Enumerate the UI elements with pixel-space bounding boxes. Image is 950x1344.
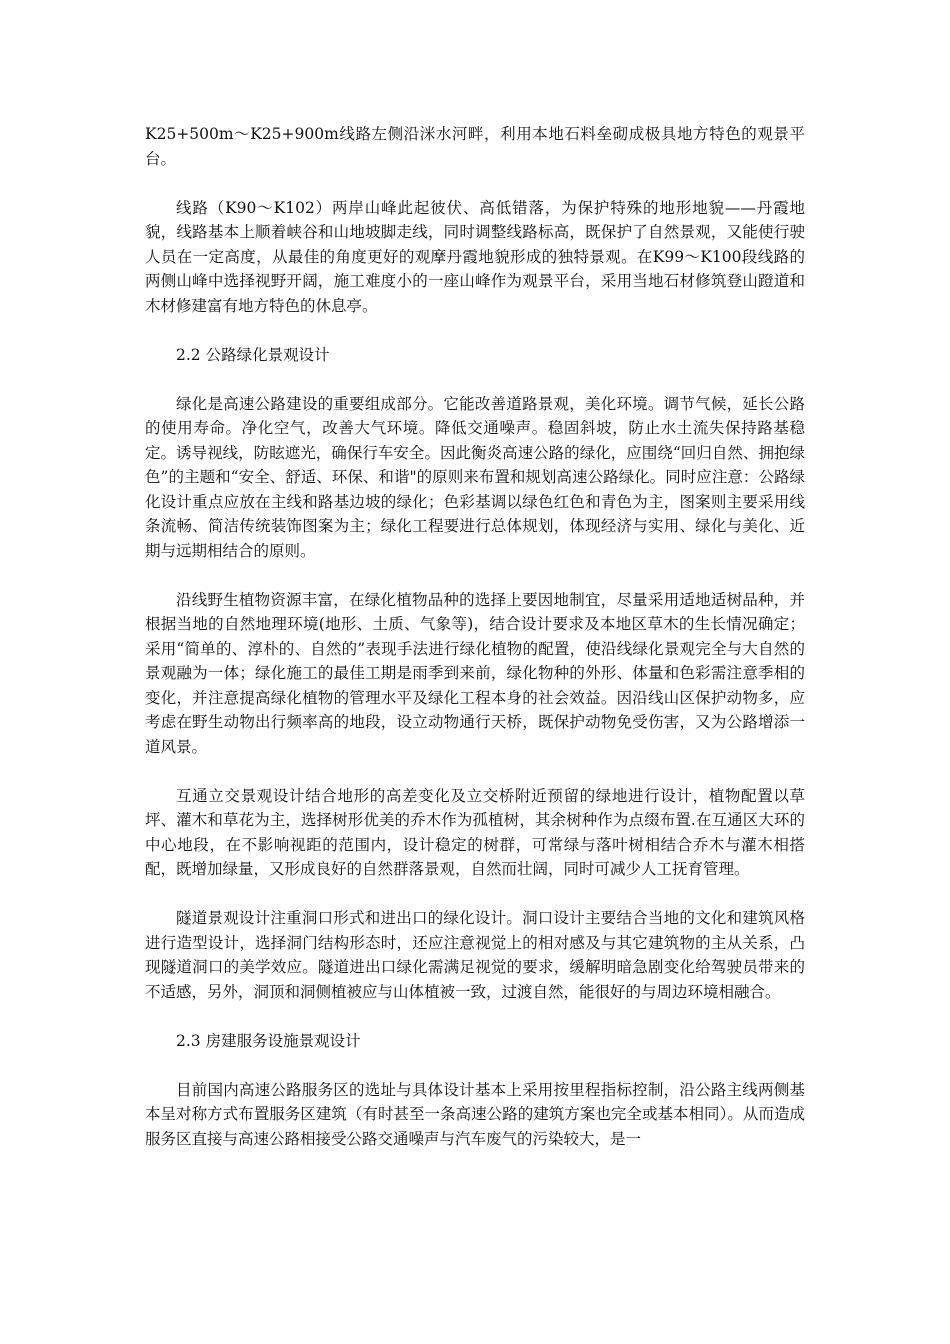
paragraph-wild-plants: 沿线野生植物资源丰富，在绿化植物品种的选择上要因地制宜，尽量采用适地适树品种，并根据当地的自然地理环境(地形、土质、气象等)，结合设计要求及本地区草木的生长情况确定；采用“简单的、淳朴的、自然的”表现手法进行绿化植物的配置，使沿线绿化景观完全与大自然的景观融为一体；绿化施工的最佳工期是雨季到来前，绿化物种的外形、体量和色彩需注意季相的变化，并注意提高绿化植物的管理水平及绿化工程本身的社会效益。因沿线山区保护动物多，应考虑在野生动物出行频率高的地段，设立动物通行天桥，既保护动物免受伤害，又为公路增添一道风景。 xyxy=(145,590,805,756)
paragraph-service-area: 目前国内高速公路服务区的选址与具体设计基本上采用按里程指标控制，沿公路主线两侧基本呈对称方式布置服务区建筑（有时甚至一条高速公路的建筑方案也完全或基本相同）。从而造成服务区直接与高速公路相接受公路交通噪声与汽车废气的污染较大，是一 xyxy=(145,1080,805,1148)
paragraph-viewing-platform: K25+500m～K25+900m线路左侧沿洣水河畔，利用本地石料垒砌成极具地方特色的观景平台。 xyxy=(145,125,805,168)
section-heading-greening: 2.2 公路绿化景观设计 xyxy=(176,345,330,364)
paragraph-interchange-landscape: 互通立交景观设计结合地形的高差变化及立交桥附近预留的绿地进行设计，植物配置以草坪、灌木和草花为主，选择树形优美的乔木作为孤植树，其余树种作为点缀布置.在互通区大环的中心地段，在不影响视距的范围内，设计稳定的树群，可常绿与落叶树相结合乔木与灌木相搭配，既增加绿量，又形成良好的自然群落景观，自然而壮阔，同时可减少人工抚育管理。 xyxy=(145,786,805,878)
section-heading-service-facilities: 2.3 房建服务设施景观设计 xyxy=(176,1031,361,1050)
document-body xyxy=(145,122,805,1176)
paragraph-greening-importance: 绿化是高速公路建设的重要组成部分。它能改善道路景观，美化环境。调节气候，延长公路的使用寿命。净化空气，改善大气环境。降低交通噪声。稳固斜坡，防止水土流失保持路基稳定。诱导视线，防眩遮光，确保行车安全。因此衡炎高速公路的绿化，应围绕“回归自然、拥抱绿色”的主题和“安全、舒适、环保、和谐"的原则来布置和规划高速公路绿化。同时应注意：公路绿化设计重点应放在主线和路基边坡的绿化；色彩基调以绿色红色和青色为主，图案则主要采用线条流畅、简洁传统装饰图案为主；绿化工程要进行总体规划，体现经济与实用、绿化与美化、近期与远期相结合的原则。 xyxy=(145,394,805,560)
paragraph-tunnel-landscape: 隧道景观设计注重洞口形式和进出口的绿化设计。洞口设计主要结合当地的文化和建筑风格进行造型设计，选择洞门结构形态时，还应注意视觉上的相对感及与其它建筑物的主从关系，凸现隧道洞口的美学效应。隧道进出口绿化需满足视觉的要求，缓解明暗急剧变化给驾驶员带来的不适感，另外，洞顶和洞侧植被应与山体植被一致，过渡自然，能很好的与周边环境相融合。 xyxy=(145,909,805,1001)
paragraph-danxia-landform: 线路（K90～K102）两岸山峰此起彼伏、高低错落，为保护特殊的地形地貌——丹霞地貌，线路基本上顺着峡谷和山地坡脚走线，同时调整线路标高，既保护了自然景观，又能使行驶人员在一定高度，从最佳的角度更好的观摩丹霞地貌形成的独特景观。在K99～K100段线路的两侧山峰中选择视野开阔，施工难度小的一座山峰作为观景平台，采用当地石材修筑登山蹬道和木材修建富有地方特色的休息亭。 xyxy=(145,198,805,315)
